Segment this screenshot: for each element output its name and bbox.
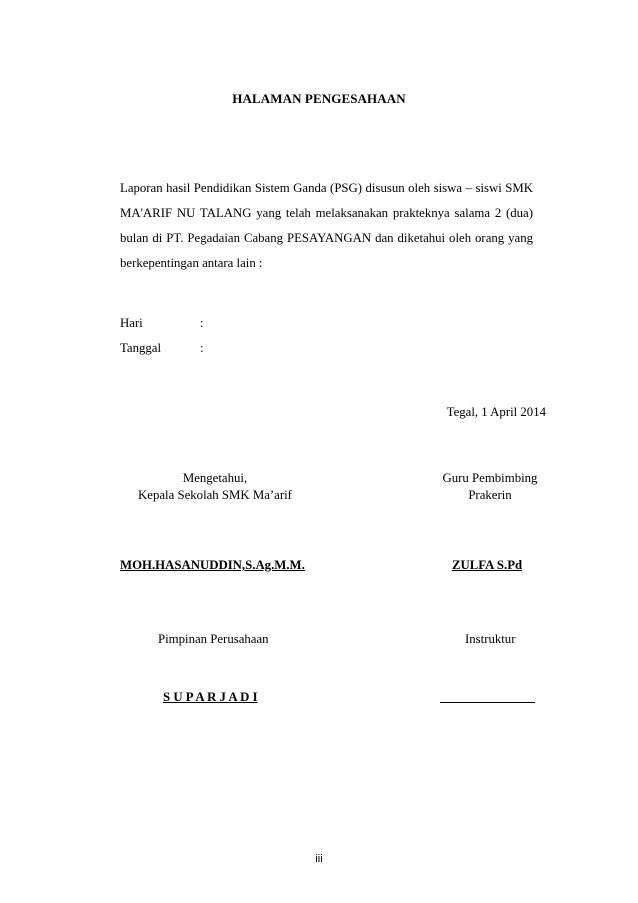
page-number: iii bbox=[315, 853, 323, 865]
paragraph-line-3: bulan di PT. Pegadaian Cabang PESAYANGAN dan diketahui oleh orang yang bbox=[120, 231, 533, 245]
left-title-line-1: Mengetahui, bbox=[182, 471, 248, 485]
paragraph-line-1: Laporan hasil Pendidikan Sistem Ganda (PSG) disusun oleh siswa – siswi SMK bbox=[120, 181, 533, 195]
place-date: Tegal, 1 April 2014 bbox=[446, 405, 546, 419]
left-title-block bbox=[120, 470, 310, 504]
page-title: HALAMAN PENGESAHAAN bbox=[232, 91, 406, 106]
left-title-line-2: Kepala Sekolah SMK Ma’arif bbox=[138, 488, 292, 502]
instructor-label: Instruktur bbox=[465, 632, 516, 646]
tanggal-label: Tanggal bbox=[120, 341, 162, 355]
right-title-line-2: Prakerin bbox=[468, 488, 512, 502]
right-signatory: ZULFA S.Pd bbox=[452, 558, 523, 572]
paragraph-line-2: MA'ARIF NU TALANG yang telah melaksanakan prakteknya salama 2 (dua) bbox=[120, 206, 533, 220]
company-leader-signatory: S U P A R J A D I bbox=[163, 690, 258, 704]
company-leader-label: Pimpinan Perusahaan bbox=[158, 632, 269, 646]
hari-colon: : bbox=[200, 316, 204, 330]
left-signatory: MOH.HASANUDDIN,S.Ag.M.M. bbox=[120, 558, 305, 572]
right-title-line-1: Guru Pembimbing bbox=[442, 471, 538, 485]
instructor-signature-line bbox=[440, 702, 535, 703]
right-title-block bbox=[425, 470, 555, 504]
paragraph-line-4: berkepentingan antara lain : bbox=[120, 256, 263, 270]
hari-label: Hari bbox=[120, 316, 143, 330]
tanggal-colon: : bbox=[200, 341, 204, 355]
